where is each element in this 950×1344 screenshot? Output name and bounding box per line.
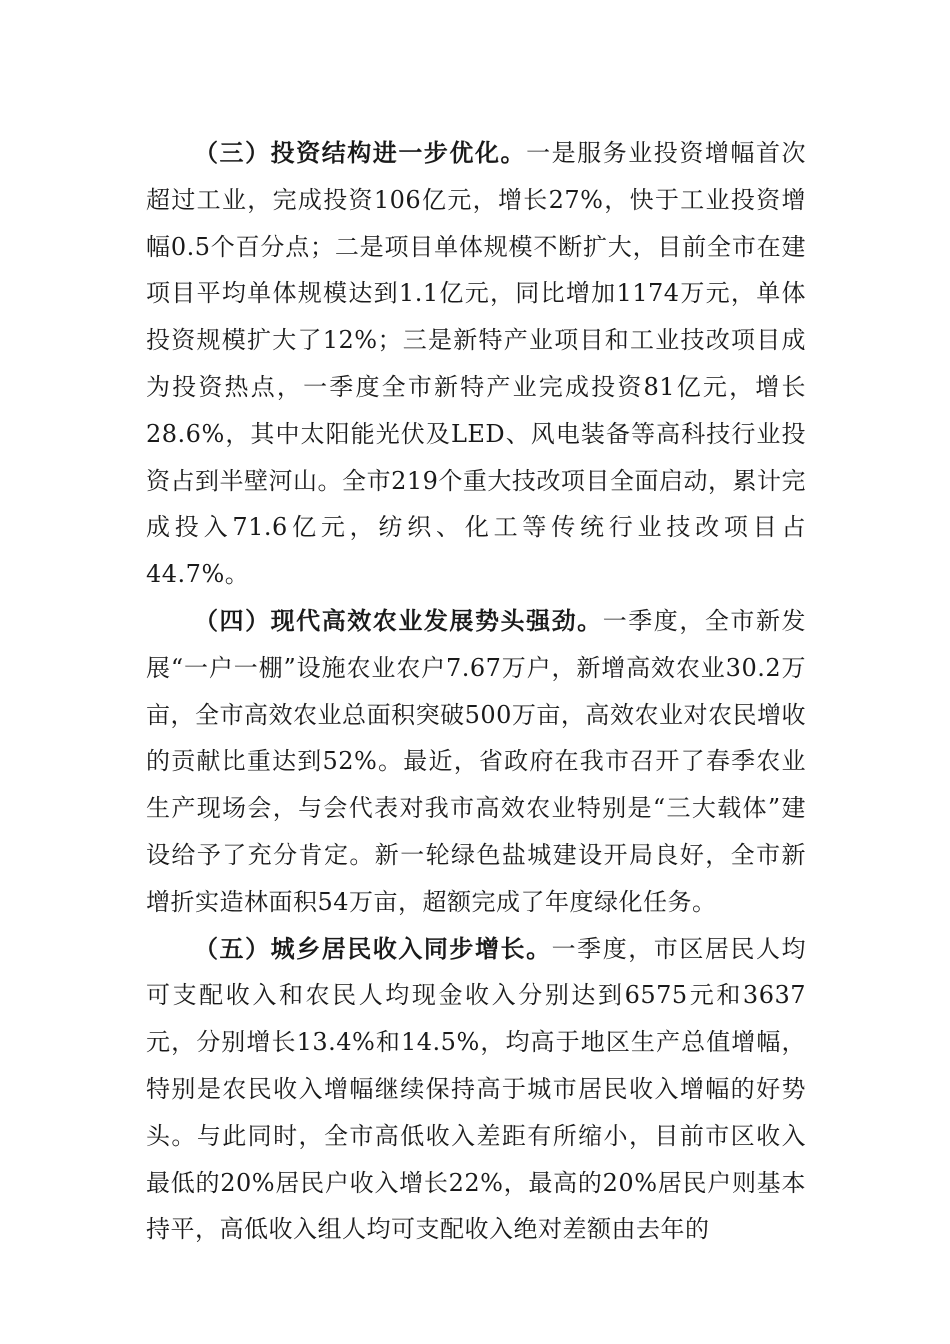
paragraph-heading: （三）投资结构进一步优化。: [194, 139, 527, 167]
paragraph-resident-income: [146, 926, 806, 1254]
paragraph-text: 一季度，全市新发展“一户一棚”设施农业农户7.67万户，新增高效农业30.2万亩，全市高效农业总面积突破500万亩，高效农业对农民增收的贡献比重达到52%。最近，省政府在我市召开了春季农业生产现场会，与会代表对我市高效农业特别是“三大载体”建设给予了充分肯定。新一轮绿色盐城建设开局良好，全市新增折实造林面积54万亩，超额完成了年度绿化任务。: [146, 606, 807, 916]
paragraph-investment-structure: [146, 130, 806, 598]
paragraph-text: 一季度，市区居民人均可支配收入和农民人均现金收入分别达到6575元和3637元，分别增长13.4%和14.5%，均高于地区生产总值增幅，特别是农民收入增幅继续保持高于城市居民收入增幅的好势头。与此同时，全市高低收入差距有所缩小，目前市区收入最低的20%居民户收入增长22%，最高的20%居民户则基本持平，高低收入组人均可支配收入绝对差额由去年的: [146, 934, 806, 1244]
document-body: [146, 130, 806, 1253]
paragraph-heading: （四）现代高效农业发展势头强劲。: [194, 606, 603, 635]
paragraph-heading: （五）城乡居民收入同步增长。: [194, 934, 552, 963]
paragraph-text: 一是服务业投资增幅首次超过工业，完成投资106亿元，增长27%，快于工业投资增幅0.5个百分点；二是项目单体规模不断扩大，目前全市在建项目平均单体规模达到1.1亿元，同比增加1174万元，单体投资规模扩大了12%；三是新特产业项目和工业技改项目成为投资热点，一季度全市新特产业完成投资81亿元，增长28.6%，其中太阳能光伏及LED、风电装备等高科技行业投资占到半壁河山。全市219个重大技改项目全面启动，累计完成投入71.6亿元，纺织、化工等传统行业技改项目占44.7%。: [146, 139, 807, 589]
paragraph-modern-agriculture: [146, 598, 806, 926]
